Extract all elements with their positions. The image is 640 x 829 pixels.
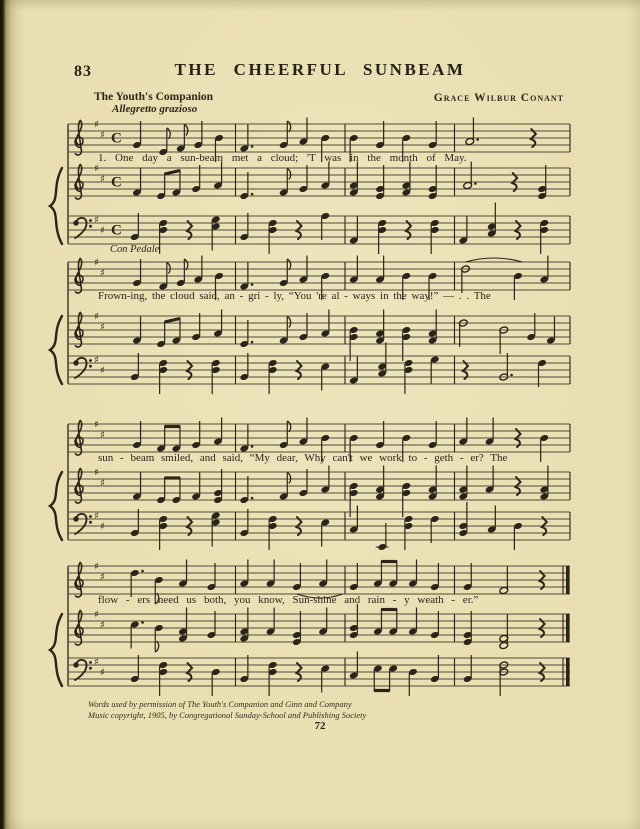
svg-text:♯: ♯ <box>94 419 99 431</box>
svg-text:♯: ♯ <box>100 620 105 632</box>
lyrics-line-2: Frown-ing, the cloud said, an - gri - ly, “You 're al - ways in the way!” — . . The <box>98 290 491 302</box>
svg-text:♯: ♯ <box>94 561 99 573</box>
svg-text:♯: ♯ <box>100 430 105 442</box>
svg-text:♯: ♯ <box>94 257 99 269</box>
svg-text:♯: ♯ <box>94 311 99 323</box>
credit-lyricist: The Youth's Companion <box>94 91 214 103</box>
svg-text:♯: ♯ <box>100 268 105 280</box>
page-title: THE CHEERFUL SUNBEAM <box>174 60 466 79</box>
svg-text:♯: ♯ <box>100 225 105 237</box>
pedal-marking: Con Pedale <box>110 244 160 255</box>
svg-text:♯: ♯ <box>100 365 105 377</box>
page-number-top: 83 <box>74 63 92 80</box>
svg-text:C: C <box>111 222 122 239</box>
lyrics-line-3: sun - beam smiled, and said, “My dear, Why can't we work to - geth - er? The <box>98 452 508 464</box>
svg-text:♯: ♯ <box>94 119 99 131</box>
svg-text:♯: ♯ <box>100 174 105 186</box>
lyrics-line-1: 1. One day a sun-beam met a cloud; 'T was in the month of May. <box>98 152 467 164</box>
svg-text:C: C <box>111 130 122 147</box>
svg-text:♯: ♯ <box>94 467 99 479</box>
svg-text:♯: ♯ <box>94 609 99 621</box>
tempo-marking: Allegretto grazioso <box>112 103 198 115</box>
svg-text:♯: ♯ <box>94 163 99 175</box>
credit-composer: Grace Wilbur Conant <box>433 92 564 104</box>
svg-text:♯: ♯ <box>100 521 105 533</box>
svg-text:♯: ♯ <box>94 511 99 523</box>
svg-text:♯: ♯ <box>100 667 105 679</box>
svg-text:♯: ♯ <box>94 657 99 669</box>
svg-text:C: C <box>111 174 122 191</box>
lyrics-line-4: flow - ers need us both, you know, Sun-shine and rain - y weath - er.” <box>98 594 479 606</box>
svg-text:♯: ♯ <box>100 130 105 142</box>
svg-text:♯: ♯ <box>100 572 105 584</box>
svg-text:♯: ♯ <box>94 355 99 367</box>
footer-permission-note: Words used by permission of The Youth's Companion and Ginn and Company <box>88 699 352 709</box>
page-number-bottom: 72 <box>314 720 326 732</box>
svg-text:♯: ♯ <box>100 478 105 490</box>
svg-text:♯: ♯ <box>94 215 99 227</box>
footer-copyright-note: Music copyright, 1905, by Congregational Sunday-School and Publishing Society <box>88 710 367 720</box>
svg-text:♯: ♯ <box>100 322 105 334</box>
